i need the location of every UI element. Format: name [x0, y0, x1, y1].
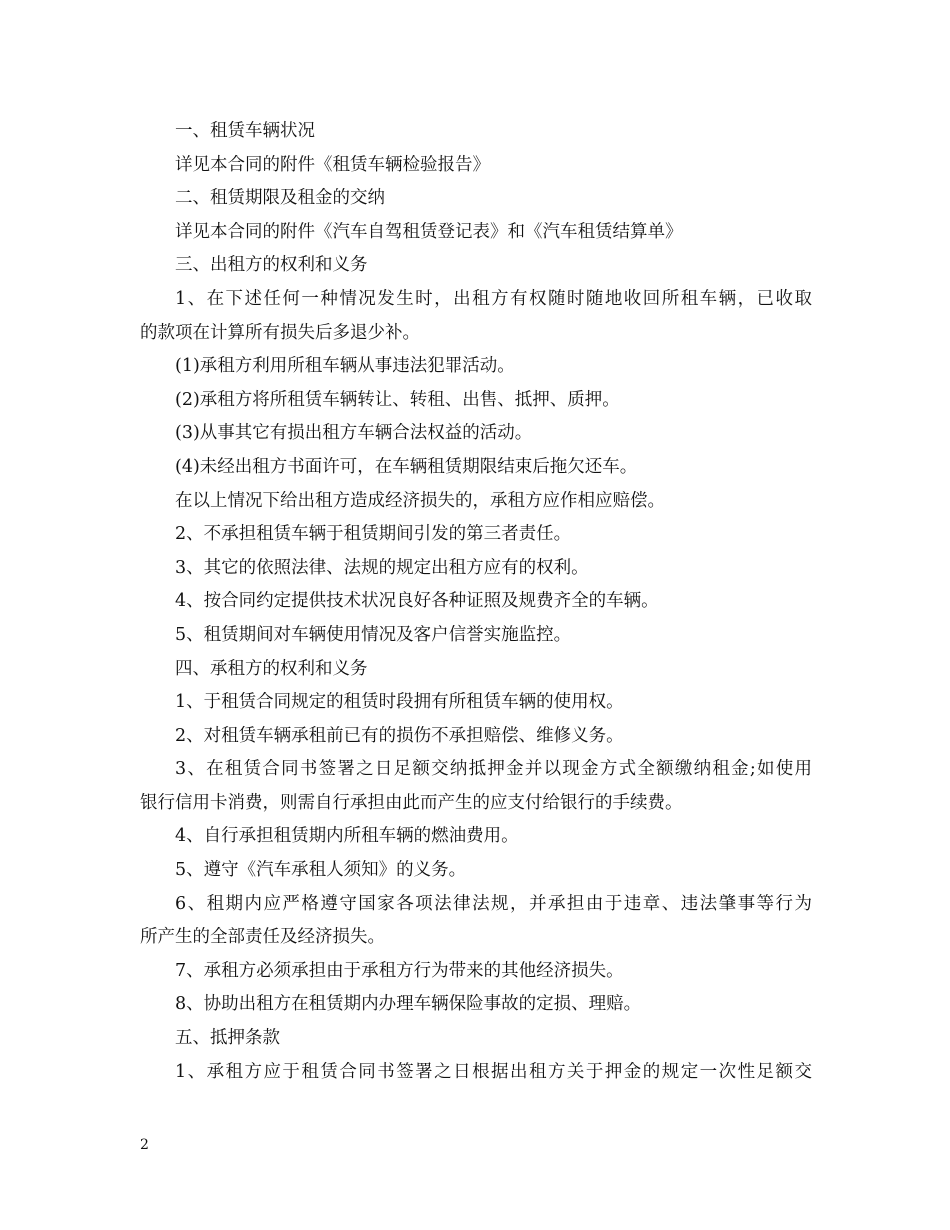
text-line: 五、抵押条款 — [175, 1028, 280, 1049]
text-line: 3、在租赁合同书签署之日足额交纳抵押金并以现金方式全额缴纳租金;如使用 — [175, 759, 812, 780]
text-line: 2、对租赁车辆承租前已有的损伤不承担赔偿、维修义务。 — [175, 725, 624, 746]
text-line: 4、自行承担租赁期内所租车辆的燃油费用。 — [175, 826, 519, 847]
text-line: 一、租赁车辆状况 — [175, 121, 315, 141]
document-body — [140, 115, 812, 1089]
text-line: 7、承租方必须承担由于承租方行为带来的其他经济损失。 — [175, 960, 624, 981]
text-line: 6、租期内应严格遵守国家各项法律法规，并承担由于违章、违法肇事等行为 — [175, 893, 812, 914]
text-line: (1)承租方利用所租车辆从事违法犯罪活动。 — [175, 356, 515, 377]
text-line: 详见本合同的附件《汽车自驾租赁登记表》和《汽车租赁结算单》 — [175, 221, 683, 242]
text-line: 1、在下述任何一种情况发生时，出租方有权随时随地收回所租车辆，已收取 — [175, 288, 812, 309]
text-line: 的款项在计算所有损失后多退少补。 — [140, 322, 420, 343]
text-line: 3、其它的依照法律、法规的规定出租方应有的权利。 — [175, 557, 589, 578]
text-line: 1、承租方应于租赁合同书签署之日根据出租方关于押金的规定一次性足额交 — [175, 1061, 812, 1082]
page-number: 2 — [140, 1137, 149, 1153]
text-line: 2、不承担租赁车辆于租赁期间引发的第三者责任。 — [175, 524, 572, 545]
text-line: 银行信用卡消费，则需自行承担由此而产生的应支付给银行的手续费。 — [140, 792, 683, 813]
text-line: (2)承租方将所租赁车辆转让、转租、出售、抵押、质押。 — [175, 389, 620, 410]
text-line: 在以上情况下给出租方造成经济损失的，承租方应作相应赔偿。 — [175, 490, 665, 511]
text-line: (3)从事其它有损出租方车辆合法权益的活动。 — [175, 423, 533, 444]
text-line: 1、于租赁合同规定的租赁时段拥有所租赁车辆的使用权。 — [175, 692, 624, 713]
text-line: 5、租赁期间对车辆使用情况及客户信誉实施监控。 — [175, 624, 572, 645]
text-line: 8、协助出租方在租赁期内办理车辆保险事故的定损、理赔。 — [175, 994, 642, 1015]
text-line: 三、出租方的权利和义务 — [175, 255, 368, 276]
text-line: (4)未经出租方书面许可，在车辆租赁期限结束后拖欠还车。 — [175, 456, 638, 477]
text-line: 5、遵守《汽车承租人须知》的义务。 — [175, 860, 467, 881]
text-line: 所产生的全部责任及经济损失。 — [140, 927, 385, 948]
text-line: 四、承租方的权利和义务 — [175, 658, 368, 679]
text-line: 二、租赁期限及租金的交纳 — [175, 188, 385, 209]
text-line: 4、按合同约定提供技术状况良好各种证照及规费齐全的车辆。 — [175, 591, 659, 612]
text-line: 详见本合同的附件《租赁车辆检验报告》 — [175, 154, 490, 175]
